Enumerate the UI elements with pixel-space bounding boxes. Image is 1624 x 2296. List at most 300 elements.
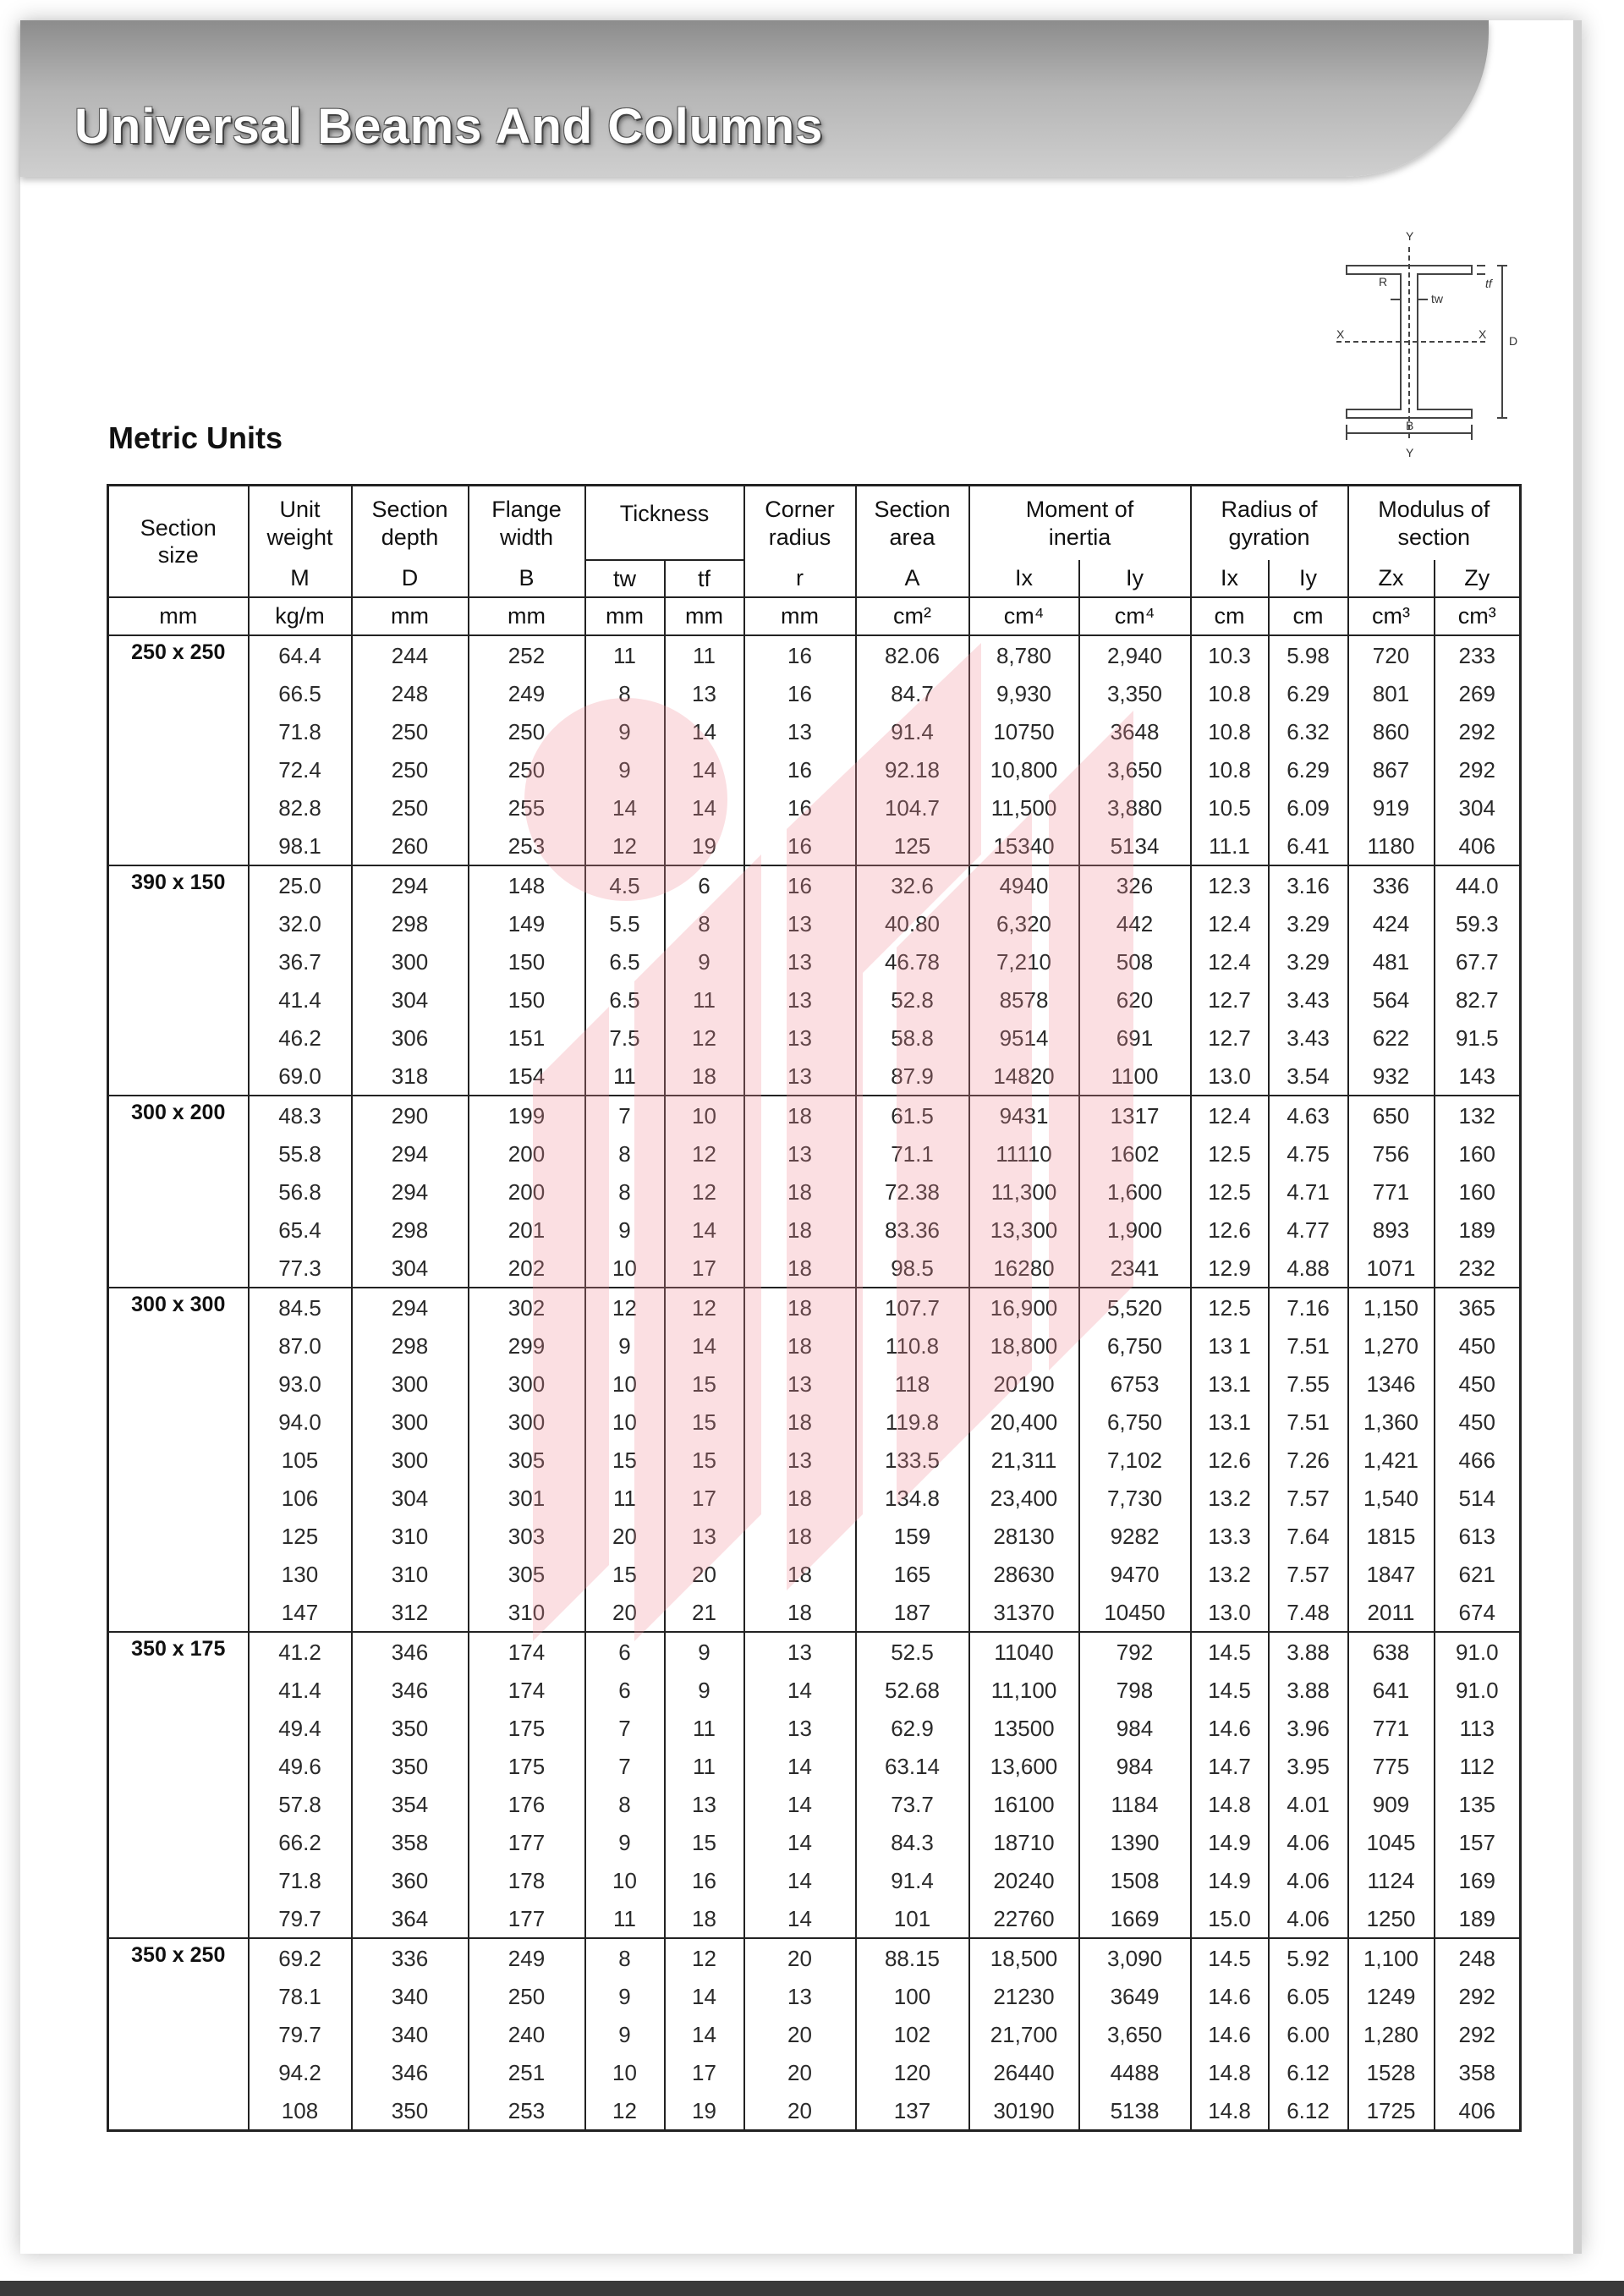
table-cell: 165 (856, 1555, 969, 1593)
table-cell: 9 (585, 1327, 665, 1365)
table-cell: 7 (585, 1709, 665, 1747)
table-cell: 11 (585, 1057, 665, 1096)
table-cell: 3648 (1079, 712, 1191, 750)
table-cell: 160 (1435, 1173, 1521, 1211)
table-cell: 13.1 (1191, 1403, 1269, 1441)
table-cell: 7,102 (1079, 1441, 1191, 1479)
table-cell: 406 (1435, 827, 1521, 865)
table-cell: 3.43 (1269, 980, 1348, 1019)
table-cell: 20 (744, 2053, 856, 2091)
table-cell: 292 (1435, 2015, 1521, 2053)
table-row (108, 1823, 1521, 1861)
table-cell: 125 (856, 827, 969, 865)
table-cell: 72.38 (856, 1173, 969, 1211)
table-cell: 14 (665, 750, 744, 788)
table-row (108, 1327, 1521, 1365)
table-cell: 18 (665, 1057, 744, 1096)
table-cell: 1847 (1348, 1555, 1435, 1593)
table-cell: 147 (249, 1593, 352, 1632)
table-cell: 984 (1079, 1709, 1191, 1747)
table-cell: 72.4 (249, 750, 352, 788)
table-cell: 1,900 (1079, 1211, 1191, 1249)
table-cell: 18 (744, 1096, 856, 1134)
table-cell: 2011 (1348, 1593, 1435, 1632)
table-cell: 11 (665, 980, 744, 1019)
table-row (108, 1709, 1521, 1747)
diagram-label-radius: R (1379, 275, 1388, 288)
table-cell: 3.96 (1269, 1709, 1348, 1747)
table-cell: 13 (744, 980, 856, 1019)
table-cell: 113 (1435, 1709, 1521, 1747)
diagram-label-web: tw (1431, 292, 1443, 305)
table-cell: 304 (352, 1249, 469, 1288)
table-cell: 21 (665, 1593, 744, 1632)
table-cell: 91.0 (1435, 1671, 1521, 1709)
table-cell: 6 (665, 865, 744, 904)
table-cell: 6.05 (1269, 1977, 1348, 2015)
table-cell: 120 (856, 2053, 969, 2091)
table-cell: 305 (469, 1555, 585, 1593)
table-cell: 294 (352, 1288, 469, 1327)
table-cell: 9 (665, 1632, 744, 1671)
table-cell: 11.1 (1191, 827, 1269, 865)
table-cell: 801 (1348, 674, 1435, 712)
table-cell: 13 (744, 712, 856, 750)
table-cell: 6.41 (1269, 827, 1348, 865)
table-cell: 1,540 (1348, 1479, 1435, 1517)
table-cell: 200 (469, 1134, 585, 1173)
table-cell: 82.06 (856, 635, 969, 674)
table-cell: 177 (469, 1899, 585, 1938)
table-cell: 57.8 (249, 1785, 352, 1823)
table-row (108, 1747, 1521, 1785)
table-cell: 300 (352, 1441, 469, 1479)
table-cell: 20 (744, 1938, 856, 1977)
table-cell: 310 (352, 1555, 469, 1593)
table-cell: 13500 (969, 1709, 1079, 1747)
table-cell: 13,600 (969, 1747, 1079, 1785)
table-cell: 249 (469, 1938, 585, 1977)
table-cell: 101 (856, 1899, 969, 1938)
table-cell: 310 (469, 1593, 585, 1632)
table-cell: 16280 (969, 1249, 1079, 1288)
table-cell: 15 (585, 1555, 665, 1593)
table-cell: 3.88 (1269, 1671, 1348, 1709)
table-cell: 26440 (969, 2053, 1079, 2091)
table-cell: 269 (1435, 674, 1521, 712)
table-cell: 18 (744, 1288, 856, 1327)
table-cell: 6,750 (1079, 1327, 1191, 1365)
table-cell: 508 (1079, 942, 1191, 980)
header-moment-of-inertia: Moment of inertia (969, 486, 1191, 561)
table-cell: 4.5 (585, 865, 665, 904)
page-title: Universal Beams And Columns (74, 99, 824, 154)
table-cell: 756 (1348, 1134, 1435, 1173)
table-cell: 14.8 (1191, 2091, 1269, 2131)
header-thickness: Tickness (585, 486, 744, 561)
table-cell: 1071 (1348, 1249, 1435, 1288)
table-cell: 19 (665, 2091, 744, 2131)
table-cell: 16 (744, 674, 856, 712)
table-cell: 79.7 (249, 2015, 352, 2053)
table-cell: 304 (352, 980, 469, 1019)
table-cell: 15 (665, 1441, 744, 1479)
table-cell: 932 (1348, 1057, 1435, 1096)
table-cell: 5.98 (1269, 635, 1348, 674)
table-cell: 176 (469, 1785, 585, 1823)
table-cell: 11 (585, 1479, 665, 1517)
table-cell: 7,210 (969, 942, 1079, 980)
table-cell: 360 (352, 1861, 469, 1899)
diagram-label-y-bottom: Y (1406, 446, 1414, 459)
table-cell: 8 (585, 1173, 665, 1211)
table-row (108, 1173, 1521, 1211)
table-cell: 13 (744, 1365, 856, 1403)
table-cell: 61.5 (856, 1096, 969, 1134)
table-cell: 11,300 (969, 1173, 1079, 1211)
table-cell: 49.4 (249, 1709, 352, 1747)
table-cell: 249 (469, 674, 585, 712)
units-row (108, 597, 1521, 635)
table-cell: 350 (352, 2091, 469, 2131)
table-row (108, 2091, 1521, 2131)
table-cell: 52.8 (856, 980, 969, 1019)
table-cell: 3,650 (1079, 2015, 1191, 2053)
table-cell: 14 (665, 788, 744, 827)
table-cell: 71.8 (249, 1861, 352, 1899)
table-cell: 6.5 (585, 980, 665, 1019)
table-cell: 15 (585, 1441, 665, 1479)
table-cell: 12 (665, 1288, 744, 1327)
table-cell: 17 (665, 2053, 744, 2091)
table-cell: 6,750 (1079, 1403, 1191, 1441)
table-cell: 622 (1348, 1019, 1435, 1057)
table-row (108, 942, 1521, 980)
table-cell: 21,311 (969, 1441, 1079, 1479)
section-size-cell: 300 x 300 (108, 1288, 249, 1632)
header-section-size: Section size (108, 486, 249, 598)
table-cell: 1815 (1348, 1517, 1435, 1555)
table-cell: 12.6 (1191, 1441, 1269, 1479)
table-cell: 292 (1435, 1977, 1521, 2015)
unit-cell: mm (352, 597, 469, 635)
table-cell: 12 (665, 1938, 744, 1977)
unit-cell: mm (665, 597, 744, 635)
table-cell: 4488 (1079, 2053, 1191, 2091)
table-cell: 466 (1435, 1441, 1521, 1479)
table-cell: 8 (665, 904, 744, 942)
table-cell: 240 (469, 2015, 585, 2053)
table-cell: 300 (352, 1365, 469, 1403)
table-cell: 10.3 (1191, 635, 1269, 674)
table-cell: 14 (665, 1327, 744, 1365)
table-cell: 17 (665, 1249, 744, 1288)
table-cell: 13.2 (1191, 1479, 1269, 1517)
table-cell: 14.6 (1191, 1977, 1269, 2015)
table-cell: 11 (665, 1709, 744, 1747)
table-cell: 13 (744, 1632, 856, 1671)
table-row (108, 1403, 1521, 1441)
table-row (108, 904, 1521, 942)
table-cell: 100 (856, 1977, 969, 2015)
table-cell: 250 (469, 750, 585, 788)
table-cell: 14 (665, 1211, 744, 1249)
table-cell: 11110 (969, 1134, 1079, 1173)
table-cell: 16 (744, 865, 856, 904)
table-cell: 641 (1348, 1671, 1435, 1709)
table-row (108, 1441, 1521, 1479)
header-unit-weight: Unit weight (249, 486, 352, 561)
table-cell: 160 (1435, 1134, 1521, 1173)
section-size-cell: 390 x 150 (108, 865, 249, 1096)
unit-cell: mm (744, 597, 856, 635)
table-cell: 350 (352, 1747, 469, 1785)
table-cell: 157 (1435, 1823, 1521, 1861)
table-cell: 9 (665, 942, 744, 980)
table-cell: 9 (585, 712, 665, 750)
table-cell: 691 (1079, 1019, 1191, 1057)
table-cell: 5,520 (1079, 1288, 1191, 1327)
table-cell: 3649 (1079, 1977, 1191, 2015)
table-cell: 20 (585, 1517, 665, 1555)
table-cell: 564 (1348, 980, 1435, 1019)
table-cell: 336 (1348, 865, 1435, 904)
table-cell: 98.1 (249, 827, 352, 865)
table-cell: 1180 (1348, 827, 1435, 865)
table-cell: 65.4 (249, 1211, 352, 1249)
table-cell: 149 (469, 904, 585, 942)
table-cell: 290 (352, 1096, 469, 1134)
table-cell: 18 (744, 1517, 856, 1555)
table-cell: 52.68 (856, 1671, 969, 1709)
table-cell: 118 (856, 1365, 969, 1403)
table-cell: 82.8 (249, 788, 352, 827)
table-cell: 7.55 (1269, 1365, 1348, 1403)
symbol-tf: tf (665, 560, 744, 597)
symbol-radius-ix: Ix (1191, 560, 1269, 597)
table-row (108, 1977, 1521, 2015)
table-cell: 860 (1348, 712, 1435, 750)
table-cell: 11 (585, 1899, 665, 1938)
table-row (108, 788, 1521, 827)
table-cell: 14 (744, 1899, 856, 1938)
table-cell: 12 (665, 1173, 744, 1211)
unit-cell: cm³ (1348, 597, 1435, 635)
table-cell: 1390 (1079, 1823, 1191, 1861)
table-cell: 110.8 (856, 1327, 969, 1365)
table-cell: 6.12 (1269, 2053, 1348, 2091)
table-row (108, 1096, 1521, 1134)
table-cell: 304 (1435, 788, 1521, 827)
table-cell: 292 (1435, 712, 1521, 750)
table-cell: 358 (1435, 2053, 1521, 2091)
table-cell: 6.32 (1269, 712, 1348, 750)
table-cell: 7.16 (1269, 1288, 1348, 1327)
section-properties-table (107, 484, 1522, 2132)
table-cell: 20 (744, 2015, 856, 2053)
table-cell: 62.9 (856, 1709, 969, 1747)
table-cell: 151 (469, 1019, 585, 1057)
table-cell: 300 (352, 942, 469, 980)
table-cell: 91.4 (856, 712, 969, 750)
table-cell: 14 (665, 1977, 744, 2015)
table-cell: 893 (1348, 1211, 1435, 1249)
table-cell: 107.7 (856, 1288, 969, 1327)
table-cell: 354 (352, 1785, 469, 1823)
table-cell: 119.8 (856, 1403, 969, 1441)
table-cell: 174 (469, 1671, 585, 1709)
table-cell: 13,300 (969, 1211, 1079, 1249)
table-cell: 514 (1435, 1479, 1521, 1517)
table-cell: 14 (665, 712, 744, 750)
table-cell: 41.4 (249, 980, 352, 1019)
table-cell: 18 (744, 1479, 856, 1517)
table-cell: 12.7 (1191, 1019, 1269, 1057)
table-cell: 150 (469, 980, 585, 1019)
table-cell: 91.0 (1435, 1632, 1521, 1671)
table-cell: 14 (744, 1785, 856, 1823)
table-cell: 4.71 (1269, 1173, 1348, 1211)
table-cell: 175 (469, 1747, 585, 1785)
table-cell: 202 (469, 1249, 585, 1288)
table-cell: 5.5 (585, 904, 665, 942)
table-cell: 14.6 (1191, 2015, 1269, 2053)
table-cell: 187 (856, 1593, 969, 1632)
table-cell: 1,421 (1348, 1441, 1435, 1479)
table-cell: 251 (469, 2053, 585, 2091)
table-cell: 200 (469, 1173, 585, 1211)
table-cell: 8578 (969, 980, 1079, 1019)
table-cell: 312 (352, 1593, 469, 1632)
table-cell: 106 (249, 1479, 352, 1517)
table-cell: 638 (1348, 1632, 1435, 1671)
table-body (108, 635, 1521, 2131)
table-cell: 148 (469, 865, 585, 904)
table-cell: 20190 (969, 1365, 1079, 1403)
table-cell: 720 (1348, 635, 1435, 674)
table-cell: 336 (352, 1938, 469, 1977)
table-cell: 14 (744, 1671, 856, 1709)
table-cell: 12.5 (1191, 1134, 1269, 1173)
table-cell: 10 (665, 1096, 744, 1134)
table-cell: 94.0 (249, 1403, 352, 1441)
table-cell: 3.29 (1269, 942, 1348, 980)
table-cell: 87.0 (249, 1327, 352, 1365)
table-cell: 302 (469, 1288, 585, 1327)
table-cell: 12.5 (1191, 1173, 1269, 1211)
table-cell: 2,940 (1079, 635, 1191, 674)
table-cell: 1100 (1079, 1057, 1191, 1096)
table-cell: 13 (744, 1019, 856, 1057)
table-cell: 143 (1435, 1057, 1521, 1096)
table-cell: 7.64 (1269, 1517, 1348, 1555)
table-cell: 25.0 (249, 865, 352, 904)
table-cell: 364 (352, 1899, 469, 1938)
table-cell: 3.88 (1269, 1632, 1348, 1671)
table-cell: 1528 (1348, 2053, 1435, 2091)
table-cell: 301 (469, 1479, 585, 1517)
table-cell: 6,320 (969, 904, 1079, 942)
table-cell: 12 (665, 1134, 744, 1173)
table-cell: 12.4 (1191, 904, 1269, 942)
table-cell: 17 (665, 1479, 744, 1517)
table-cell: 1,150 (1348, 1288, 1435, 1327)
table-cell: 1669 (1079, 1899, 1191, 1938)
table-cell: 4.06 (1269, 1861, 1348, 1899)
table-cell: 6753 (1079, 1365, 1191, 1403)
table-cell: 10450 (1079, 1593, 1191, 1632)
table-cell: 9 (585, 750, 665, 788)
table-cell: 201 (469, 1211, 585, 1249)
table-cell: 1250 (1348, 1899, 1435, 1938)
table-cell: 3,880 (1079, 788, 1191, 827)
table-cell: 12.3 (1191, 865, 1269, 904)
table-cell: 310 (352, 1517, 469, 1555)
table-cell: 59.3 (1435, 904, 1521, 942)
table-cell: 232 (1435, 1249, 1521, 1288)
table-cell: 130 (249, 1555, 352, 1593)
table-cell: 77.3 (249, 1249, 352, 1288)
table-cell: 3.29 (1269, 904, 1348, 942)
table-cell: 18710 (969, 1823, 1079, 1861)
table-cell: 18 (744, 1593, 856, 1632)
table-cell: 32.0 (249, 904, 352, 942)
table-cell: 292 (1435, 750, 1521, 788)
table-cell: 620 (1079, 980, 1191, 1019)
table-cell: 305 (469, 1441, 585, 1479)
table-cell: 255 (469, 788, 585, 827)
table-cell: 4.88 (1269, 1249, 1348, 1288)
table-cell: 250 (352, 750, 469, 788)
table-cell: 28130 (969, 1517, 1079, 1555)
section-table-container (107, 484, 1522, 2132)
table-cell: 7.48 (1269, 1593, 1348, 1632)
table-cell: 13.2 (1191, 1555, 1269, 1593)
table-cell: 13 (665, 674, 744, 712)
table-cell: 253 (469, 2091, 585, 2131)
table-cell: 14.5 (1191, 1671, 1269, 1709)
table-cell: 14.9 (1191, 1861, 1269, 1899)
table-cell: 9 (585, 2015, 665, 2053)
diagram-label-flange: tf (1485, 277, 1492, 290)
table-cell: 244 (352, 635, 469, 674)
table-cell: 3.54 (1269, 1057, 1348, 1096)
table-cell: 7 (585, 1747, 665, 1785)
table-cell: 299 (469, 1327, 585, 1365)
table-cell: 14.8 (1191, 1785, 1269, 1823)
table-cell: 154 (469, 1057, 585, 1096)
table-cell: 7.51 (1269, 1327, 1348, 1365)
table-cell: 771 (1348, 1709, 1435, 1747)
table-cell: 8,780 (969, 635, 1079, 674)
table-cell: 10 (585, 2053, 665, 2091)
table-cell: 3,090 (1079, 1938, 1191, 1977)
table-cell: 298 (352, 904, 469, 942)
table-cell: 1045 (1348, 1823, 1435, 1861)
table-cell: 1184 (1079, 1785, 1191, 1823)
table-cell: 294 (352, 1173, 469, 1211)
symbol-m: M (249, 560, 352, 597)
table-cell: 1602 (1079, 1134, 1191, 1173)
table-cell: 58.8 (856, 1019, 969, 1057)
table-cell: 18 (744, 1211, 856, 1249)
table-cell: 358 (352, 1823, 469, 1861)
table-cell: 1,360 (1348, 1403, 1435, 1441)
unit-cell: cm² (856, 597, 969, 635)
table-cell: 16 (744, 788, 856, 827)
table-cell: 12.4 (1191, 1096, 1269, 1134)
table-cell: 20 (744, 2091, 856, 2131)
